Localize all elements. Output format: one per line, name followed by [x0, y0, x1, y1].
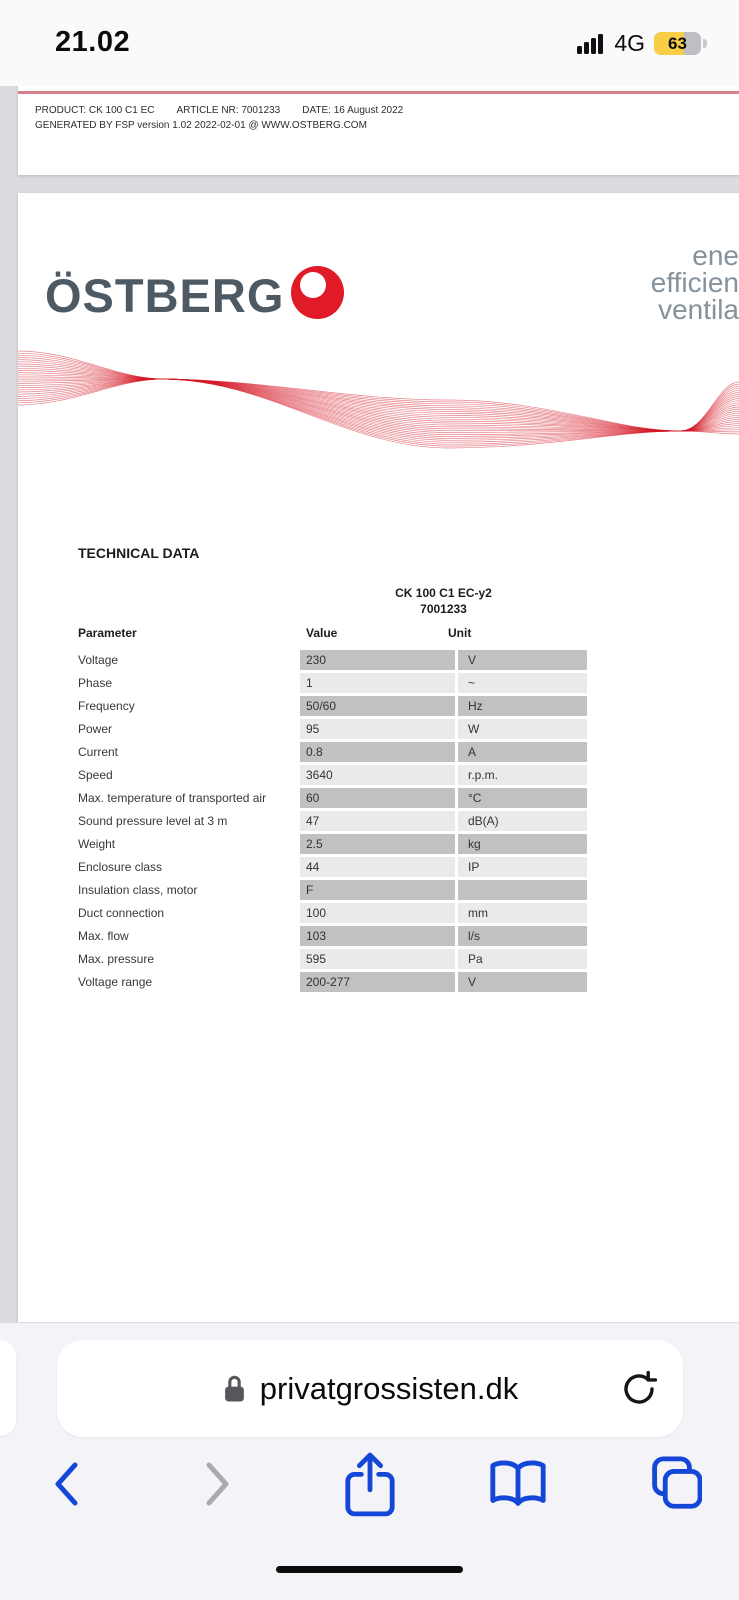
value-unit-band [300, 765, 587, 785]
value-unit-band [300, 926, 587, 946]
unit-cell: l/s [458, 926, 587, 946]
parameter-cell: Power [78, 722, 113, 736]
value-unit-band [300, 949, 587, 969]
safari-bottom-chrome [0, 1322, 739, 1600]
parameter-cell: Frequency [78, 699, 135, 713]
unit-cell: r.p.m. [458, 765, 587, 785]
table-row [18, 857, 739, 877]
parameter-cell: Insulation class, motor [78, 883, 198, 897]
status-bar [0, 0, 739, 86]
parameter-cell: Voltage range [78, 975, 153, 989]
parameter-cell: Max. temperature of transported air [78, 791, 267, 805]
book-icon [487, 1458, 549, 1510]
tabs-button[interactable] [640, 1446, 704, 1522]
unit-cell: ~ [458, 673, 587, 693]
value-cell: 100 [300, 903, 455, 923]
reload-icon[interactable] [619, 1369, 659, 1409]
ostberg-logo-ball-icon [291, 266, 344, 319]
value-unit-band [300, 903, 587, 923]
table-row [18, 903, 739, 923]
meta-generated: GENERATED BY FSP version 1.02 2022-02-01 @ WWW.OSTBERG.COM [35, 120, 367, 131]
pdf-viewer[interactable] [0, 86, 739, 1322]
parameter-cell: Speed [78, 768, 113, 782]
value-cell: 103 [300, 926, 455, 946]
battery-nub [703, 39, 707, 48]
parameter-cell: Duct connection [78, 906, 165, 920]
unit-cell: W [458, 719, 587, 739]
pdf-meta-text [35, 103, 425, 133]
unit-cell: mm [458, 903, 587, 923]
table-row [18, 949, 739, 969]
chevron-left-icon [52, 1460, 80, 1508]
unit-cell: Hz [458, 696, 587, 716]
value-cell: 2.5 [300, 834, 455, 854]
value-cell: F [300, 880, 455, 900]
column-header-parameter: Parameter [78, 626, 137, 640]
value-unit-band [300, 696, 587, 716]
brand-tagline [651, 242, 739, 323]
address-bar[interactable] [57, 1340, 683, 1437]
tagline-line: ventila [658, 294, 739, 325]
unit-cell: dB(A) [458, 811, 587, 831]
value-unit-band [300, 719, 587, 739]
header-rule [18, 91, 739, 94]
table-row [18, 788, 739, 808]
value-cell: 95 [300, 719, 455, 739]
ostberg-logo-ball-hole [300, 272, 326, 298]
value-unit-band [300, 972, 587, 992]
value-cell: 230 [300, 650, 455, 670]
table-row [18, 673, 739, 693]
clock: 21.02 [55, 26, 131, 58]
column-header-value: Value [306, 626, 338, 640]
product-model-header: CK 100 C1 EC-y2 [395, 586, 492, 600]
meta-article: ARTICLE NR: 7001233 [176, 105, 281, 116]
value-cell: 1 [300, 673, 455, 693]
share-button[interactable] [338, 1446, 402, 1522]
unit-cell: A [458, 742, 587, 762]
value-unit-band [300, 650, 587, 670]
value-unit-band [300, 742, 587, 762]
parameter-cell: Max. pressure [78, 952, 155, 966]
parameter-cell: Current [78, 745, 119, 759]
ostberg-logo-text: ÖSTBERG [45, 269, 285, 322]
tabs-icon [642, 1455, 702, 1513]
value-unit-band [300, 834, 587, 854]
value-unit-band [300, 857, 587, 877]
network-type-label: 4G [614, 30, 645, 56]
share-icon [343, 1449, 397, 1519]
safari-toolbar [0, 1446, 739, 1538]
unit-cell: °C [458, 788, 587, 808]
lock-icon [222, 1373, 247, 1405]
unit-cell [458, 880, 587, 900]
tagline-line: ene [692, 240, 739, 271]
unit-cell: Pa [458, 949, 587, 969]
chevron-right-icon [204, 1460, 232, 1508]
column-header-unit: Unit [448, 626, 472, 640]
table-row [18, 811, 739, 831]
cellular-signal-icon [577, 34, 605, 54]
value-unit-band [300, 811, 587, 831]
value-unit-band [300, 788, 587, 808]
parameter-cell: Voltage [78, 653, 119, 667]
parameter-cell: Weight [78, 837, 116, 851]
table-row [18, 834, 739, 854]
unit-cell: kg [458, 834, 587, 854]
meta-date: DATE: 16 August 2022 [302, 105, 404, 116]
ostberg-logo [45, 268, 344, 323]
bookmarks-button[interactable] [486, 1446, 550, 1522]
meta-product: PRODUCT: CK 100 C1 EC [35, 105, 155, 116]
unit-cell: V [458, 650, 587, 670]
table-row [18, 696, 739, 716]
table-row [18, 650, 739, 670]
value-cell: 47 [300, 811, 455, 831]
table-row [18, 972, 739, 992]
table-row [18, 880, 739, 900]
value-unit-band [300, 673, 587, 693]
red-wave-graphic [18, 343, 739, 468]
url-text: privatgrossisten.dk [259, 1370, 519, 1406]
value-cell: 44 [300, 857, 455, 877]
value-cell: 60 [300, 788, 455, 808]
unit-cell: V [458, 972, 587, 992]
table-row [18, 719, 739, 739]
value-cell: 0.8 [300, 742, 455, 762]
battery-icon [654, 32, 701, 55]
parameter-cell: Max. flow [78, 929, 129, 943]
value-cell: 200-277 [300, 972, 455, 992]
product-article-header: 7001233 [420, 602, 467, 616]
table-row [18, 926, 739, 946]
forward-button[interactable] [186, 1446, 250, 1522]
value-cell: 50/60 [300, 696, 455, 716]
table-row [18, 765, 739, 785]
value-cell: 3640 [300, 765, 455, 785]
pdf-page-header [18, 86, 739, 175]
technical-data-table [18, 650, 739, 995]
back-button[interactable] [34, 1446, 98, 1522]
home-indicator[interactable] [276, 1566, 463, 1573]
pdf-page-main [18, 193, 739, 1322]
table-row [18, 742, 739, 762]
unit-cell: IP [458, 857, 587, 877]
section-title: TECHNICAL DATA [78, 545, 200, 561]
adjacent-tab-stub[interactable] [0, 1340, 16, 1436]
value-unit-band [300, 880, 587, 900]
parameter-cell: Enclosure class [78, 860, 163, 874]
battery-percent: 63 [668, 33, 687, 53]
parameter-cell: Phase [78, 676, 113, 690]
parameter-cell: Sound pressure level at 3 m [78, 814, 228, 828]
value-cell: 595 [300, 949, 455, 969]
tagline-line: efficien [650, 267, 739, 298]
